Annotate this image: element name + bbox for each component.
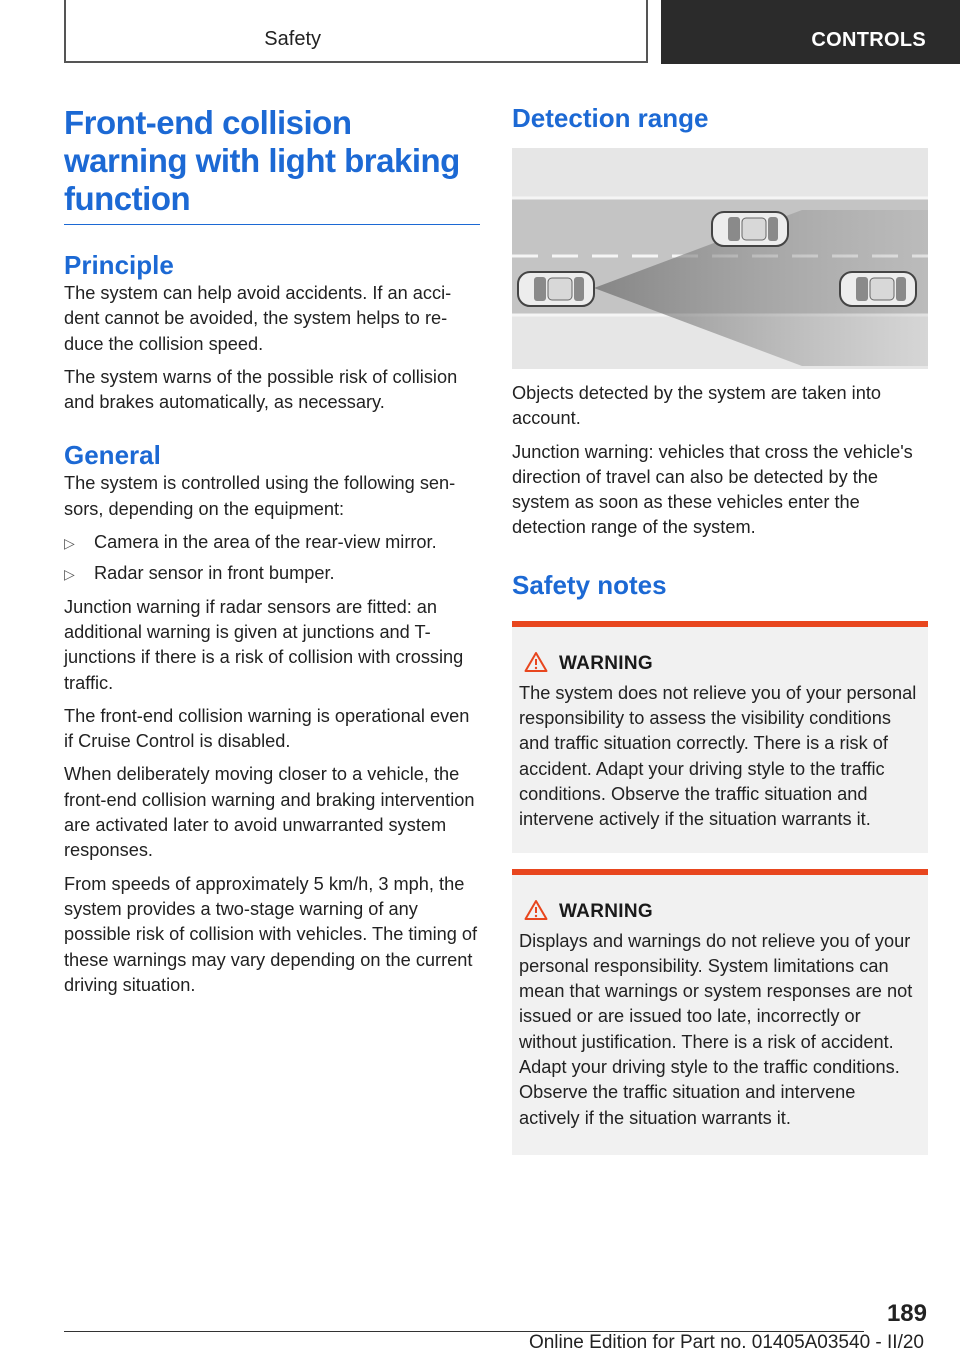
general-paragraph: When deliberately moving closer to a vehicle, the front-end collision warning and braking intervention are activated later to avoid unwarranted system responses.	[64, 764, 475, 861]
detection-paragraph: Junction warning: vehicles that cross the vehicle's direction of travel can also be detected by the system as soon as these vehicles enter the detection range of the system.	[512, 441, 913, 538]
sensor-list	[64, 530, 480, 587]
list-item-text: Radar sensor in front bumper.	[94, 563, 335, 584]
warning-box	[512, 869, 928, 1155]
warning-text: The system does not relieve you of your personal responsibility to assess the visibility conditions and traffic situation correctly. There is a risk of accident. Adapt your driving style to the traffic conditions. Observe the traffic situation and intervene actively if the situation warrants it.	[519, 682, 917, 830]
vehicle-adjacent-lane-icon	[712, 212, 788, 246]
warning-box	[512, 621, 928, 853]
principle-heading: Principle	[64, 250, 174, 280]
list-item	[64, 561, 480, 586]
warning-text: Displays and warnings do not relieve you of your personal responsibility. System limitations can mean that warnings or system responses are not issued or are issued too late, incorrectly or without justification. There is a risk of accident. Adapt your driving style to the traffic conditions. Observe the traffic situation and intervene actively if the situation warrants it.	[519, 930, 913, 1128]
page-number: 189	[886, 1300, 927, 1327]
header-section-label: Safety	[264, 28, 321, 50]
triangle-bullet-icon: ▷	[64, 535, 75, 552]
triangle-bullet-icon: ▷	[64, 566, 75, 583]
header-chapter-label: CONTROLS	[811, 29, 926, 51]
footer-edition: Online Edition for Part no. 01405A03540 - II/20	[528, 1332, 924, 1353]
general-heading: General	[64, 440, 161, 471]
general-paragraph: Junction warning if radar sensors are fitted: an additional warning is given at junctions and T-junctions if there is a risk of collision with crossing traffic.	[64, 596, 464, 693]
header-section-box	[64, 0, 648, 63]
detection-heading: Detection range	[512, 103, 709, 133]
general-paragraph: From speeds of approximately 5 km/h, 3 mph, the system provides a two-stage warning of any possible risk of collision with vehicles. The timing of these warnings may vary depending on the current driving situation.	[64, 873, 478, 995]
warning-triangle-icon	[524, 651, 548, 673]
left-column	[64, 104, 480, 1006]
list-item	[64, 530, 480, 555]
warning-title: WARNING	[559, 900, 653, 922]
detection-paragraph: Objects detected by the system are taken into account.	[512, 383, 881, 429]
general-paragraph: The front-end collision warning is operational even if Cruise Control is disabled.	[64, 705, 470, 752]
safety-notes-heading: Safety notes	[512, 569, 667, 600]
right-column	[512, 102, 928, 1155]
warning-triangle-icon	[524, 899, 548, 921]
principle-paragraph: The system warns of the possible risk of collision and brakes automatically, as necessary.	[64, 366, 458, 413]
list-item-text: Camera in the area of the rear-view mirror.	[94, 532, 437, 553]
vehicle-ahead-icon	[840, 272, 916, 306]
road-diagram	[512, 148, 928, 369]
principle-paragraph: The system can help avoid accidents. If an accident cannot be avoided, the system helps to reduce the collision speed.	[64, 283, 452, 354]
page-title: Front-end collision warning with light braking function	[64, 104, 480, 225]
header-chapter-tab	[661, 0, 960, 64]
warning-title: WARNING	[559, 652, 653, 674]
detection-range-illustration	[512, 148, 928, 369]
general-intro: The system is controlled using the following sensors, depending on the equipment:	[64, 473, 456, 519]
own-vehicle-icon	[518, 272, 594, 306]
